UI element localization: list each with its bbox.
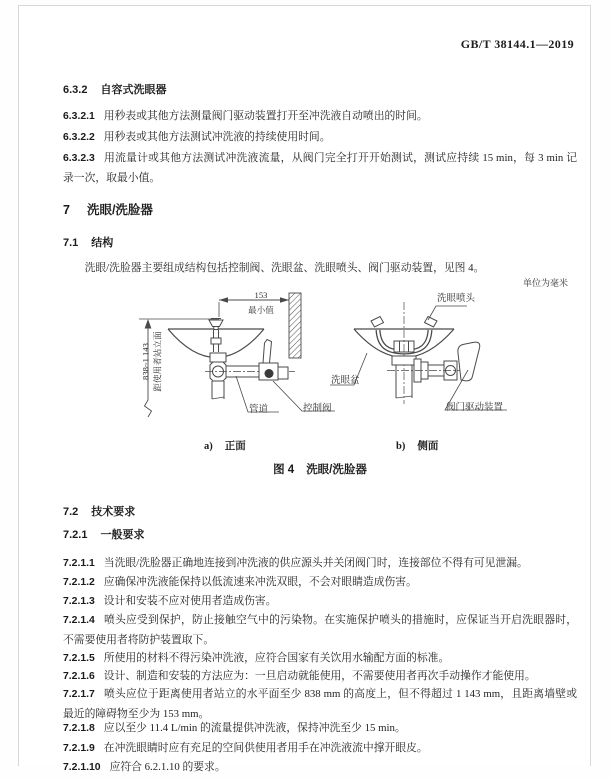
label-control-valve: 控制阀 — [303, 404, 332, 414]
caption-view-a — [204, 438, 246, 453]
clause-7-2-1-6 — [63, 667, 577, 687]
figure-caption — [63, 461, 577, 477]
caption-view-b — [396, 438, 438, 453]
clause-number: 7.2.1.3 — [63, 596, 95, 607]
clause-7-2-1-8 — [63, 719, 577, 739]
clause-text: 设计、制造和安装的方法应为：一旦启动就能使用，不需要使用者再次手动操作才能使用。 — [103, 670, 536, 682]
clause-text: 用秒表或其他方法测量阀门驱动装置打开至冲洗液自动喷出的时间。 — [103, 110, 428, 122]
figure-4-drawing — [115, 286, 575, 456]
clause-text: 在冲洗眼睛时应有充足的空间供使用者用手在冲洗液流中撑开眼皮。 — [103, 742, 428, 754]
clause-text: 用秒表或其他方法测试冲洗液的持续使用时间。 — [103, 131, 331, 143]
clause-number: 7.2.1.1 — [63, 558, 95, 569]
clause-6-3-2-1 — [63, 107, 577, 127]
clause-7-2-1-5 — [63, 649, 577, 669]
heading-number: 7.2 — [63, 506, 79, 518]
unit-note: 单位为毫米 — [522, 278, 568, 288]
clause-number: 6.3.2.1 — [63, 111, 95, 122]
dimension-height: 838~1 143 — [140, 343, 151, 380]
dimension-153-note: 最小值 — [248, 305, 274, 315]
clause-6-3-2-3 — [63, 149, 577, 188]
heading-title: 一般要求 — [100, 529, 145, 541]
caption-title: 侧面 — [417, 440, 439, 452]
heading-6-3-2 — [63, 81, 166, 97]
heading-title: 技术要求 — [91, 506, 136, 518]
clause-7-2-1-9 — [63, 739, 577, 759]
clause-text: 应以至少 11.4 L/min 的流量提供冲洗液，保持冲洗至少 15 min。 — [103, 722, 406, 734]
heading-number: 7.1 — [63, 237, 79, 249]
clause-7-2-1-10 — [63, 758, 577, 778]
caption-letter: a) — [204, 441, 213, 452]
clause-7-2-1-4 — [63, 611, 577, 650]
figure-caption-title: 洗眼/洗脸器 — [306, 464, 367, 476]
heading-7-1 — [63, 234, 113, 250]
label-pipe: 管道 — [249, 405, 269, 415]
clause-number: 7.2.1.10 — [63, 762, 101, 773]
heading-title: 自容式洗眼器 — [100, 84, 167, 96]
clause-text: 用流量计或其他方法测试冲洗液流量，从阀门完全打开开始测试，测试应持续 15 min，每 3 min 记录一次，取最小值。 — [63, 152, 577, 184]
caption-title: 正面 — [224, 440, 246, 452]
clause-text: 喷头应受到保护，防止接触空气中的污染物。在实施保护喷头的措施时，应保证当开启洗眼器时，不需要使用者将防护装置取下。 — [63, 614, 577, 646]
heading-title: 洗眼/洗脸器 — [86, 203, 153, 217]
clause-number: 7.2.1.9 — [63, 743, 95, 754]
heading-7 — [63, 200, 153, 218]
figure-caption-number: 图 4 — [273, 464, 295, 476]
standard-number: GB/T 38144.1—2019 — [460, 37, 574, 51]
label-spray-head: 洗眼喷头 — [437, 294, 476, 304]
clause-7-2-1-2 — [63, 573, 577, 593]
clause-text: 设计和安装不应对使用者造成伤害。 — [103, 595, 277, 607]
label-basin: 洗眼盆 — [331, 376, 360, 386]
clause-number: 7.2.1.4 — [63, 615, 95, 626]
paragraph-7-1: 洗眼/洗脸器主要组成结构包括控制阀、洗眼盆、洗眼喷头、阀门驱动装置，见图 4。 — [84, 262, 485, 274]
heading-number: 6.3.2 — [63, 84, 88, 96]
clause-number: 7.2.1.6 — [63, 671, 95, 682]
heading-title: 结构 — [91, 237, 114, 249]
clause-text: 应符合 6.2.1.10 的要求。 — [109, 761, 226, 773]
clause-number: 7.2.1.2 — [63, 577, 95, 588]
clause-6-3-2-2 — [63, 128, 577, 148]
dimension-height-note: 距使用者站立面 — [152, 331, 163, 392]
clause-number: 7.2.1.8 — [63, 723, 95, 734]
clause-text: 所使用的材料不得污染冲洗液，应符合国家有关饮用水输配方面的标准。 — [103, 652, 450, 664]
heading-7-2-1 — [63, 526, 144, 542]
heading-number: 7.2.1 — [63, 529, 88, 541]
clause-number: 6.3.2.2 — [63, 132, 95, 143]
clause-text: 应确保冲洗液能保持以低流速来冲洗双眼，不会对眼睛造成伤害。 — [103, 576, 417, 588]
clause-text: 当洗眼/洗脸器正确地连接到冲洗液的供应源头并关闭阀门时，连接部位不得有可见泄漏。 — [103, 557, 528, 569]
figure-4 — [115, 286, 575, 456]
document-page — [18, 5, 591, 773]
clause-number: 7.2.1.5 — [63, 653, 95, 664]
clause-7-2-1-3 — [63, 592, 577, 612]
clause-7-2-1-1 — [63, 554, 577, 574]
label-valve-actuator: 阀门驱动装置 — [446, 403, 504, 413]
clause-number: 7.2.1.7 — [63, 689, 95, 700]
caption-letter: b) — [396, 441, 406, 452]
heading-7-2 — [63, 503, 135, 519]
heading-number: 7 — [63, 203, 70, 217]
clause-number: 6.3.2.3 — [63, 153, 95, 164]
clause-text: 喷头应位于距离使用者站立的水平面至少 838 mm 的高度上，但不得超过 1 143 mm，且距离墙壁或最近的障碍物至少为 153 mm。 — [63, 688, 577, 720]
dimension-153: 153 — [254, 290, 268, 300]
